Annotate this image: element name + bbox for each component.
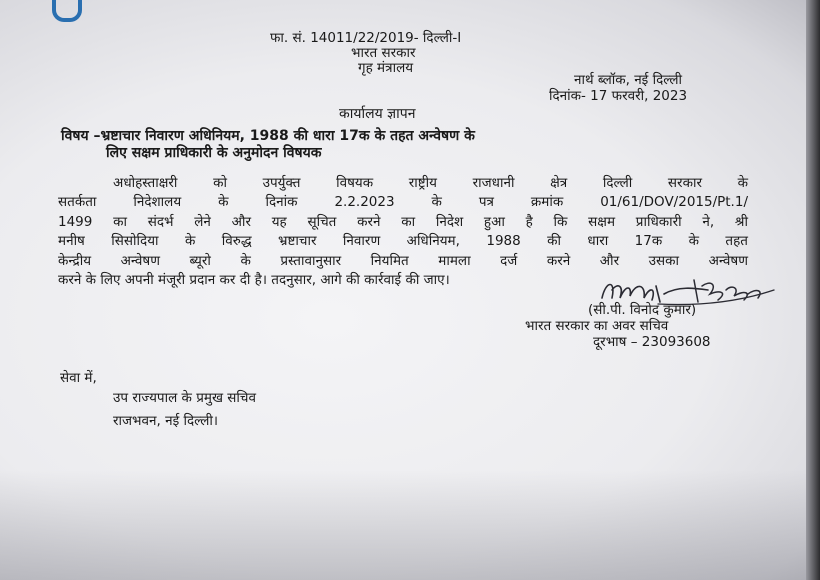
- subject-line-1: विषय –भ्रष्टाचार निवारण अधिनियम, 1988 की धारा 17क के तहत अन्वेषण के: [61, 128, 475, 144]
- signatory-designation: भारत सरकार का अवर सचिव: [525, 318, 669, 334]
- recipient-salutation: सेवा में,: [60, 370, 97, 386]
- document-type-heading: कार्यालय ज्ञापन: [339, 106, 416, 122]
- body-line: सतर्कता निदेशालय के दिनांक 2.2.2023 के पत्र क्रमांक 01/61/DOV/2015/Pt.1/: [58, 194, 748, 211]
- body-line: मनीष सिसोदिया के विरुद्ध भ्रष्टाचार निवारण अधिनियम, 1988 की धारा 17क के तहत: [58, 233, 748, 250]
- office-location: नार्थ ब्लॉक, नई दिल्ली: [574, 72, 683, 88]
- page-edge-shadow: [806, 0, 820, 580]
- ministry-label: गृह मंत्रालय: [358, 60, 414, 76]
- paper-clip-icon: [52, 0, 82, 22]
- body-line: अधोहस्ताक्षरी को उपर्युक्त विषयक राष्ट्रीय राजधानी क्षेत्र दिल्ली सरकार के: [113, 175, 748, 191]
- recipient-line-2: राजभवन, नई दिल्ली।: [113, 413, 219, 429]
- subject-line-2: लिए सक्षम प्राधिकारी के अनुमोदन विषयक: [106, 145, 322, 161]
- photo-shadow: [0, 470, 820, 580]
- recipient-line-1: उप राज्यपाल के प्रमुख सचिव: [113, 390, 256, 406]
- signatory-name: (सी.पी. विनोद कुमार): [588, 302, 697, 318]
- file-number: फा. सं. 14011/22/2019- दिल्ली-I: [270, 30, 462, 46]
- body-line: करने के लिए अपनी मंजूरी प्रदान कर दी है। तदनुसार, आगे की कार्रवाई की जाए।: [58, 272, 450, 289]
- body-line: 1499 का संदर्भ लेने और यह सूचित करने का निदेश हुआ है कि सक्षम प्राधिकारी ने, श्री: [58, 213, 748, 230]
- body-paragraph: [58, 174, 748, 290]
- document-date: दिनांक- 17 फरवरी, 2023: [549, 88, 688, 104]
- government-label: भारत सरकार: [351, 45, 416, 61]
- body-line: केन्द्रीय अन्वेषण ब्यूरो के प्रस्तावानुसार नियमित मामला दर्ज करने और उसका अन्वेषण: [58, 252, 748, 269]
- signatory-phone: दूरभाष – 23093608: [593, 334, 711, 350]
